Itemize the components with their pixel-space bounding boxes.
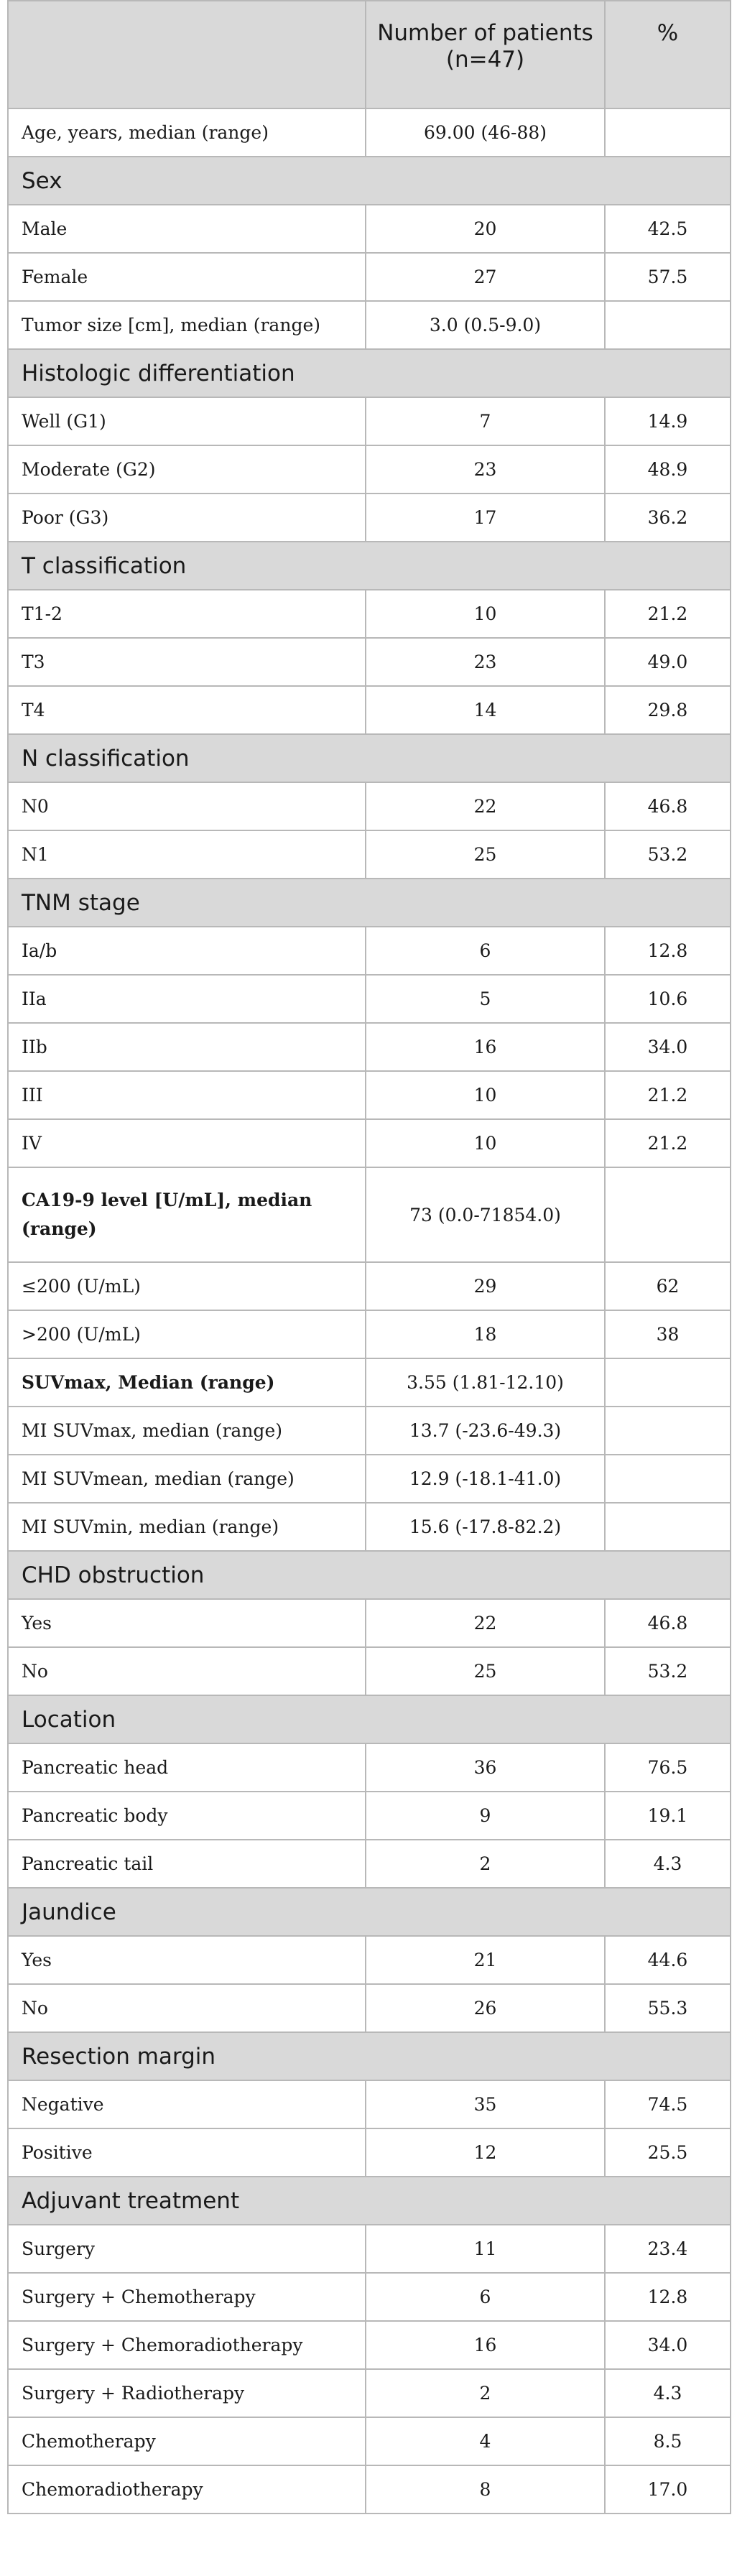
row-label: No xyxy=(8,1984,366,2032)
table-row xyxy=(8,1936,731,1984)
section-title: Resection margin xyxy=(8,2032,731,2080)
row-percent xyxy=(605,301,731,349)
row-label: MI SUVmax, median (range) xyxy=(8,1407,366,1455)
row-percent: 8.5 xyxy=(605,2417,731,2465)
row-label: N0 xyxy=(8,782,366,830)
row-percent xyxy=(605,1455,731,1503)
table-row xyxy=(8,686,731,734)
table-row xyxy=(8,830,731,879)
row-percent: 62 xyxy=(605,1262,731,1310)
patient-characteristics-table xyxy=(7,0,731,2514)
row-percent: 38 xyxy=(605,1310,731,1358)
table-row xyxy=(8,2273,731,2321)
table-row xyxy=(8,205,731,253)
row-label: No xyxy=(8,1647,366,1695)
row-number: 22 xyxy=(366,1599,605,1647)
row-percent: 21.2 xyxy=(605,590,731,638)
table-row xyxy=(8,638,731,686)
row-percent: 19.1 xyxy=(605,1792,731,1840)
row-percent xyxy=(605,1503,731,1551)
row-percent: 17.0 xyxy=(605,2465,731,2514)
row-label: Yes xyxy=(8,1599,366,1647)
section-header-row xyxy=(8,2032,731,2080)
table-row xyxy=(8,1071,731,1119)
row-number: 3.55 (1.81-12.10) xyxy=(366,1358,605,1407)
table-row xyxy=(8,1503,731,1551)
section-title: CHD obstruction xyxy=(8,1551,731,1599)
row-percent: 4.3 xyxy=(605,1840,731,1888)
row-label: Negative xyxy=(8,2080,366,2128)
row-percent: 46.8 xyxy=(605,782,731,830)
table-row xyxy=(8,253,731,301)
table-row xyxy=(8,1599,731,1647)
row-percent xyxy=(605,1167,731,1262)
row-number: 17 xyxy=(366,494,605,542)
table-header xyxy=(8,1,731,108)
row-label: CA19-9 level [U/mL], median (range) xyxy=(8,1167,366,1262)
header-characteristic xyxy=(8,1,366,108)
row-label: Pancreatic head xyxy=(8,1743,366,1792)
table-row xyxy=(8,301,731,349)
section-header-row xyxy=(8,349,731,397)
row-percent: 36.2 xyxy=(605,494,731,542)
row-number: 69.00 (46-88) xyxy=(366,108,605,157)
row-number: 20 xyxy=(366,205,605,253)
row-percent: 34.0 xyxy=(605,1023,731,1071)
row-label: MI SUVmin, median (range) xyxy=(8,1503,366,1551)
table-row xyxy=(8,1840,731,1888)
table-row xyxy=(8,975,731,1023)
row-label: Tumor size [cm], median (range) xyxy=(8,301,366,349)
table-row xyxy=(8,2417,731,2465)
table-row xyxy=(8,2369,731,2417)
section-title: Jaundice xyxy=(8,1888,731,1936)
row-number: 16 xyxy=(366,2321,605,2369)
row-number: 14 xyxy=(366,686,605,734)
row-percent: 57.5 xyxy=(605,253,731,301)
table-row xyxy=(8,494,731,542)
table-row xyxy=(8,1023,731,1071)
table-row xyxy=(8,397,731,445)
row-number: 18 xyxy=(366,1310,605,1358)
row-number: 13.7 (-23.6-49.3) xyxy=(366,1407,605,1455)
row-label: T1-2 xyxy=(8,590,366,638)
row-number: 22 xyxy=(366,782,605,830)
row-number: 23 xyxy=(366,445,605,494)
table-row xyxy=(8,2080,731,2128)
row-percent: 49.0 xyxy=(605,638,731,686)
row-percent: 76.5 xyxy=(605,1743,731,1792)
table-row xyxy=(8,2225,731,2273)
row-number: 16 xyxy=(366,1023,605,1071)
section-title: N classification xyxy=(8,734,731,782)
row-percent: 44.6 xyxy=(605,1936,731,1984)
table-row xyxy=(8,108,731,157)
row-number: 10 xyxy=(366,1119,605,1167)
row-percent xyxy=(605,1358,731,1407)
row-label: IIb xyxy=(8,1023,366,1071)
row-number: 35 xyxy=(366,2080,605,2128)
row-label: IV xyxy=(8,1119,366,1167)
header-row xyxy=(8,1,731,108)
row-label: Surgery + Chemotherapy xyxy=(8,2273,366,2321)
row-percent: 4.3 xyxy=(605,2369,731,2417)
row-number: 23 xyxy=(366,638,605,686)
table-body xyxy=(8,108,731,2514)
table-row xyxy=(8,927,731,975)
row-label: Positive xyxy=(8,2128,366,2177)
table-row xyxy=(8,1310,731,1358)
row-number: 4 xyxy=(366,2417,605,2465)
row-number: 12.9 (-18.1-41.0) xyxy=(366,1455,605,1503)
section-header-row xyxy=(8,1551,731,1599)
table-row xyxy=(8,1119,731,1167)
row-label: Chemoradiotherapy xyxy=(8,2465,366,2514)
section-title: Adjuvant treatment xyxy=(8,2177,731,2225)
row-number: 36 xyxy=(366,1743,605,1792)
section-title: Location xyxy=(8,1695,731,1743)
table-row xyxy=(8,1455,731,1503)
row-percent: 53.2 xyxy=(605,830,731,879)
table-row xyxy=(8,2128,731,2177)
table-row xyxy=(8,1358,731,1407)
row-number: 25 xyxy=(366,1647,605,1695)
row-label: MI SUVmean, median (range) xyxy=(8,1455,366,1503)
row-number: 2 xyxy=(366,2369,605,2417)
row-percent: 74.5 xyxy=(605,2080,731,2128)
row-number: 27 xyxy=(366,253,605,301)
row-percent: 23.4 xyxy=(605,2225,731,2273)
section-title: Histologic differentiation xyxy=(8,349,731,397)
row-label: Yes xyxy=(8,1936,366,1984)
section-title: Sex xyxy=(8,157,731,205)
row-label: Poor (G3) xyxy=(8,494,366,542)
row-percent: 29.8 xyxy=(605,686,731,734)
row-label: Pancreatic body xyxy=(8,1792,366,1840)
row-label: Ia/b xyxy=(8,927,366,975)
table-row xyxy=(8,1407,731,1455)
row-percent: 48.9 xyxy=(605,445,731,494)
row-label: N1 xyxy=(8,830,366,879)
row-number: 10 xyxy=(366,590,605,638)
table-row xyxy=(8,445,731,494)
row-number: 10 xyxy=(366,1071,605,1119)
row-number: 12 xyxy=(366,2128,605,2177)
row-percent: 12.8 xyxy=(605,2273,731,2321)
row-number: 25 xyxy=(366,830,605,879)
section-header-row xyxy=(8,157,731,205)
row-label: >200 (U/mL) xyxy=(8,1310,366,1358)
row-percent: 14.9 xyxy=(605,397,731,445)
row-percent: 21.2 xyxy=(605,1071,731,1119)
header-number-of-patients: Number of patients (n=47) xyxy=(366,1,605,108)
row-label: Age, years, median (range) xyxy=(8,108,366,157)
row-label: III xyxy=(8,1071,366,1119)
row-label: IIa xyxy=(8,975,366,1023)
row-percent: 34.0 xyxy=(605,2321,731,2369)
table-row xyxy=(8,1647,731,1695)
row-percent xyxy=(605,108,731,157)
row-label: Surgery + Chemoradiotherapy xyxy=(8,2321,366,2369)
table-row xyxy=(8,2465,731,2514)
section-header-row xyxy=(8,734,731,782)
row-label: Moderate (G2) xyxy=(8,445,366,494)
table-row xyxy=(8,2321,731,2369)
section-header-row xyxy=(8,1888,731,1936)
row-label: Well (G1) xyxy=(8,397,366,445)
row-percent: 12.8 xyxy=(605,927,731,975)
row-percent: 21.2 xyxy=(605,1119,731,1167)
row-percent: 46.8 xyxy=(605,1599,731,1647)
row-label: Male xyxy=(8,205,366,253)
row-label: T3 xyxy=(8,638,366,686)
row-label: Chemotherapy xyxy=(8,2417,366,2465)
table-row xyxy=(8,1984,731,2032)
row-percent: 10.6 xyxy=(605,975,731,1023)
row-number: 2 xyxy=(366,1840,605,1888)
row-label: Pancreatic tail xyxy=(8,1840,366,1888)
header-percent: % xyxy=(605,1,731,108)
section-title: TNM stage xyxy=(8,879,731,927)
row-label: T4 xyxy=(8,686,366,734)
row-number: 26 xyxy=(366,1984,605,2032)
row-percent: 42.5 xyxy=(605,205,731,253)
row-number: 7 xyxy=(366,397,605,445)
section-title: T classification xyxy=(8,542,731,590)
row-number: 6 xyxy=(366,927,605,975)
section-header-row xyxy=(8,542,731,590)
row-number: 5 xyxy=(366,975,605,1023)
row-label: Surgery xyxy=(8,2225,366,2273)
row-percent: 55.3 xyxy=(605,1984,731,2032)
row-number: 8 xyxy=(366,2465,605,2514)
row-number: 11 xyxy=(366,2225,605,2273)
row-number: 21 xyxy=(366,1936,605,1984)
row-label: SUVmax, Median (range) xyxy=(8,1358,366,1407)
row-label: Surgery + Radiotherapy xyxy=(8,2369,366,2417)
table-row xyxy=(8,590,731,638)
row-percent: 53.2 xyxy=(605,1647,731,1695)
row-number: 9 xyxy=(366,1792,605,1840)
table-row xyxy=(8,1743,731,1792)
row-number: 73 (0.0-71854.0) xyxy=(366,1167,605,1262)
row-label: ≤200 (U/mL) xyxy=(8,1262,366,1310)
row-percent xyxy=(605,1407,731,1455)
section-header-row xyxy=(8,1695,731,1743)
row-number: 15.6 (-17.8-82.2) xyxy=(366,1503,605,1551)
table-row xyxy=(8,1262,731,1310)
section-header-row xyxy=(8,2177,731,2225)
section-header-row xyxy=(8,879,731,927)
row-percent: 25.5 xyxy=(605,2128,731,2177)
row-number: 3.0 (0.5-9.0) xyxy=(366,301,605,349)
table-row xyxy=(8,1167,731,1262)
table-row xyxy=(8,782,731,830)
row-number: 6 xyxy=(366,2273,605,2321)
row-label: Female xyxy=(8,253,366,301)
row-number: 29 xyxy=(366,1262,605,1310)
table-row xyxy=(8,1792,731,1840)
